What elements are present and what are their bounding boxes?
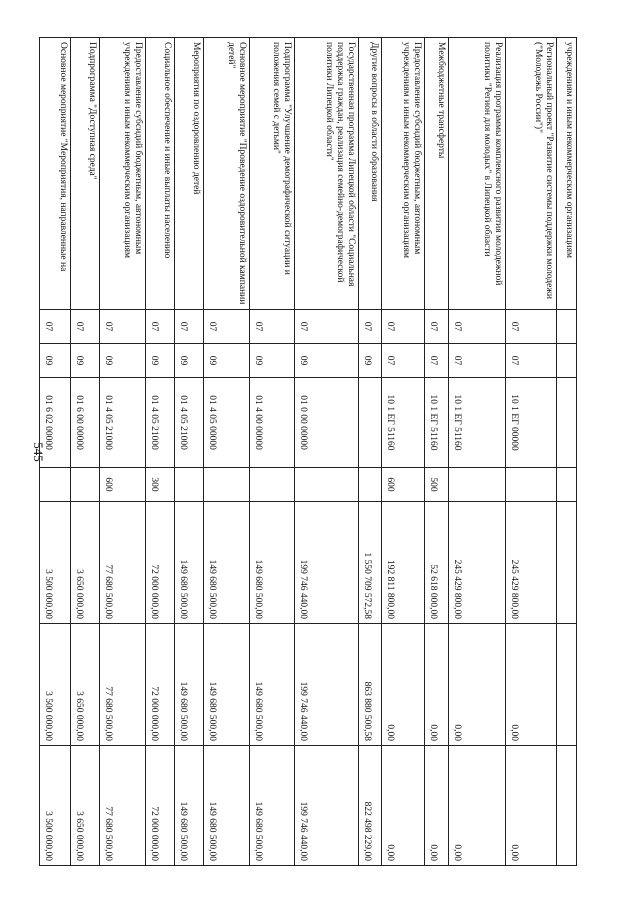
amount-col-3 <box>557 746 577 866</box>
target-article-code: 10 1 ЕГ 51160 <box>382 378 425 468</box>
amount-col-1: 149 680 500,00 <box>204 502 250 624</box>
row-name: Государственная программа Липецкой области "Социальная поддержка граждан, реализация семейно-демографической политики Липецкой области" <box>295 38 359 310</box>
subsection-code: 09 <box>204 344 250 378</box>
table-row <box>557 38 577 866</box>
target-article-code: 01 4 05 21000 <box>100 378 146 468</box>
expense-type-code <box>40 468 71 502</box>
target-article-code: 10 1 ЕГ 51160 <box>449 378 506 468</box>
section-code: 07 <box>359 310 382 344</box>
amount-col-1: 149 680 500,00 <box>250 502 295 624</box>
amount-col-3: 149 680 500,00 <box>204 746 250 866</box>
page-number: 545 <box>31 442 46 462</box>
subsection-code: 09 <box>71 344 100 378</box>
expense-type-code <box>250 468 295 502</box>
table-row <box>100 38 146 866</box>
table-row <box>425 38 449 866</box>
amount-col-1: 199 746 440,00 <box>295 502 359 624</box>
target-article-code: 01 4 05 21000 <box>175 378 204 468</box>
row-name: Подпрограмма "Доступная среда" <box>71 38 100 310</box>
target-article-code: 01 4 00 00000 <box>250 378 295 468</box>
table-row <box>506 38 557 866</box>
amount-col-2: 0,00 <box>506 624 557 746</box>
amount-col-2: 149 680 500,00 <box>250 624 295 746</box>
amount-col-3: 0,00 <box>506 746 557 866</box>
row-name: Социальное обеспечение и иные выплаты населению <box>146 38 175 310</box>
table-row <box>71 38 100 866</box>
amount-col-2: 0,00 <box>449 624 506 746</box>
subsection-code: 09 <box>146 344 175 378</box>
row-name: Предоставление субсидий бюджетным, автономным учреждениям и иным некоммерческим организациям <box>100 38 146 310</box>
expense-type-code <box>359 468 382 502</box>
amount-col-1: 149 680 500,00 <box>175 502 204 624</box>
amount-col-2: 199 746 440,00 <box>295 624 359 746</box>
amount-col-3: 3 500 000,00 <box>40 746 71 866</box>
target-article-code: 01 4 05 21000 <box>146 378 175 468</box>
table-row <box>449 38 506 866</box>
row-name: Подпрограмма "Улучшение демографической ситуации и положения семей с детьми" <box>250 38 295 310</box>
amount-col-2: 77 680 500,00 <box>100 624 146 746</box>
subsection-code <box>557 344 577 378</box>
table-row <box>250 38 295 866</box>
subsection-code: 09 <box>295 344 359 378</box>
amount-col-1: 77 680 500,00 <box>100 502 146 624</box>
subsection-code: 09 <box>40 344 71 378</box>
section-code: 07 <box>40 310 71 344</box>
section-code: 07 <box>382 310 425 344</box>
target-article-code: 01 6 00 00000 <box>71 378 100 468</box>
row-name: Реализация программы комплексного развития молодежной политики "Регион для молодых" в Липецкой области <box>449 38 506 310</box>
table-row <box>204 38 250 866</box>
section-code: 07 <box>449 310 506 344</box>
amount-col-3: 0,00 <box>449 746 506 866</box>
expense-type-code <box>449 468 506 502</box>
amount-col-2: 3 500 000,00 <box>40 624 71 746</box>
expense-type-code <box>506 468 557 502</box>
rotated-table-wrapper <box>43 37 577 865</box>
table-row <box>175 38 204 866</box>
section-code: 07 <box>295 310 359 344</box>
table-row <box>359 38 382 866</box>
section-code: 07 <box>146 310 175 344</box>
amount-col-3: 199 746 440,00 <box>295 746 359 866</box>
amount-col-3: 3 650 000,00 <box>71 746 100 866</box>
subsection-code: 09 <box>359 344 382 378</box>
expense-type-code <box>557 468 577 502</box>
amount-col-2 <box>557 624 577 746</box>
amount-col-3: 149 680 500,00 <box>175 746 204 866</box>
table-row <box>146 38 175 866</box>
expense-type-code: 600 <box>100 468 146 502</box>
amount-col-3: 822 498 229,00 <box>359 746 382 866</box>
amount-col-1: 192 811 800,00 <box>382 502 425 624</box>
row-name: Региональный проект "Развитие системы поддержки молодежи ("Молодежь России")" <box>506 38 557 310</box>
table-row <box>382 38 425 866</box>
row-name: Межбюджетные трансферты <box>425 38 449 310</box>
row-name: учреждениям и иным некоммерческим организациям <box>557 38 577 310</box>
section-code: 07 <box>250 310 295 344</box>
expense-type-code <box>71 468 100 502</box>
subsection-code: 07 <box>506 344 557 378</box>
target-article-code: 01 0 00 00000 <box>295 378 359 468</box>
section-code <box>557 310 577 344</box>
amount-col-2: 149 680 500,00 <box>204 624 250 746</box>
section-code: 07 <box>175 310 204 344</box>
amount-col-2: 0,00 <box>382 624 425 746</box>
expense-type-code <box>295 468 359 502</box>
row-name: Мероприятия по оздоровлению детей <box>175 38 204 310</box>
subsection-code: 07 <box>382 344 425 378</box>
section-code: 07 <box>100 310 146 344</box>
amount-col-1: 3 650 000,00 <box>71 502 100 624</box>
subsection-code: 07 <box>425 344 449 378</box>
expense-type-code: 300 <box>146 468 175 502</box>
amount-col-2: 149 680 500,00 <box>175 624 204 746</box>
budget-table <box>39 37 577 866</box>
amount-col-1: 1 550 709 572,58 <box>359 502 382 624</box>
subsection-code: 09 <box>250 344 295 378</box>
target-article-code: 10 1 ЕГ 00000 <box>506 378 557 468</box>
table-row <box>40 38 71 866</box>
amount-col-1: 52 618 000,00 <box>425 502 449 624</box>
amount-col-2: 72 000 000,00 <box>146 624 175 746</box>
amount-col-2: 3 650 000,00 <box>71 624 100 746</box>
target-article-code: 10 1 ЕГ 51160 <box>425 378 449 468</box>
row-name: Основное мероприятие "Проведение оздоровительной кампании детей" <box>204 38 250 310</box>
section-code: 07 <box>204 310 250 344</box>
amount-col-1 <box>557 502 577 624</box>
amount-col-3: 149 680 500,00 <box>250 746 295 866</box>
subsection-code: 07 <box>449 344 506 378</box>
amount-col-3: 0,00 <box>382 746 425 866</box>
expense-type-code <box>175 468 204 502</box>
expense-type-code: 500 <box>425 468 449 502</box>
amount-col-2: 863 880 500,58 <box>359 624 382 746</box>
amount-col-1: 245 429 800,00 <box>506 502 557 624</box>
amount-col-3: 77 680 500,00 <box>100 746 146 866</box>
subsection-code: 09 <box>175 344 204 378</box>
row-name: Предоставление субсидий бюджетным, автономным учреждениям и иным некоммерческим организациям <box>382 38 425 310</box>
target-article-code <box>557 378 577 468</box>
target-article-code: 01 4 05 00000 <box>204 378 250 468</box>
table-row <box>295 38 359 866</box>
section-code: 07 <box>506 310 557 344</box>
row-name: Другие вопросы в области образования <box>359 38 382 310</box>
amount-col-1: 245 429 800,00 <box>449 502 506 624</box>
section-code: 07 <box>71 310 100 344</box>
amount-col-1: 3 500 000,00 <box>40 502 71 624</box>
amount-col-1: 72 000 000,00 <box>146 502 175 624</box>
amount-col-2: 0,00 <box>425 624 449 746</box>
target-article-code: 01 6 02 00000 <box>40 378 71 468</box>
amount-col-3: 72 000 000,00 <box>146 746 175 866</box>
expense-type-code <box>204 468 250 502</box>
expense-type-code: 600 <box>382 468 425 502</box>
subsection-code: 09 <box>100 344 146 378</box>
row-name: Основное мероприятие "Мероприятия, направленные на <box>40 38 71 310</box>
section-code: 07 <box>425 310 449 344</box>
target-article-code <box>359 378 382 468</box>
amount-col-3: 0,00 <box>425 746 449 866</box>
